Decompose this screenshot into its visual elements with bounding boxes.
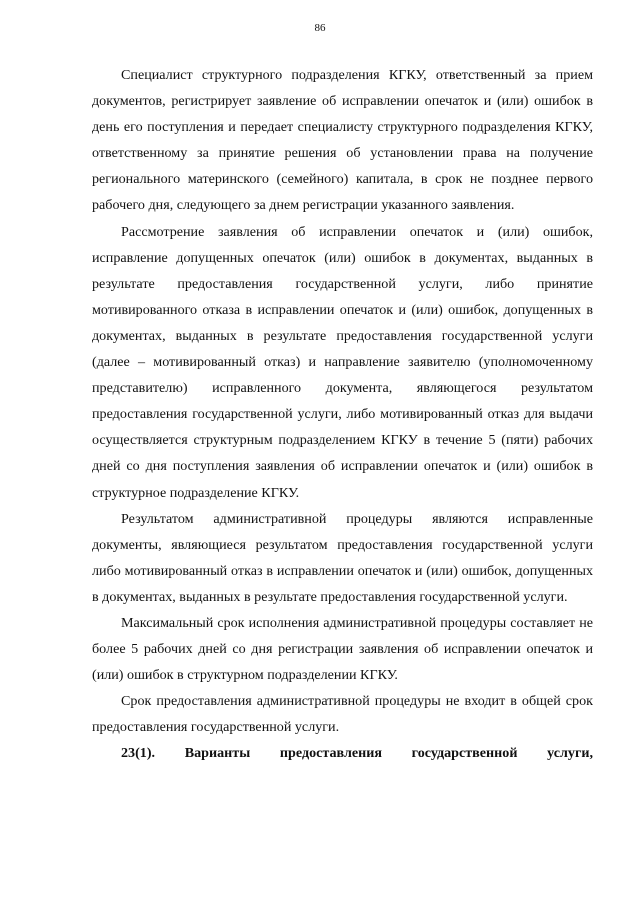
section-heading-word: услуги, bbox=[547, 745, 593, 762]
document-body bbox=[92, 62, 593, 767]
paragraph-term-note: Срок предоставления административной процедуры не входит в общей срок предоставления государственной услуги. bbox=[92, 693, 593, 736]
paragraph-max-term: Максимальный срок исполнения административной процедуры составляет не более 5 рабочих дней со дня регистрации заявления об исправлении опечаток и (или) ошибок в структурном подразделении КГКУ. bbox=[92, 614, 593, 684]
section-heading-word: государственной bbox=[411, 745, 518, 762]
section-number: 23(1). bbox=[121, 745, 156, 762]
section-heading-word: предоставления bbox=[279, 745, 382, 762]
page-number: 86 bbox=[314, 22, 326, 34]
paragraph-review: Рассмотрение заявления об исправлении опечаток и (или) ошибок, исправление допущенных опечаток (или) ошибок в документах, выданных в результате предоставления государственной услуги, либо принятие мотивированного отказа в исправлении опечаток и (или) ошибок, допущенных в документах, выданных в результате предоставления государственной услуги (далее – мотивированный отказ) и направление заявителю (уполномоченному представителю) исправленного документа, являющегося результатом предоставления государственной услуги, либо мотивированный отказ для выдачи осуществляется структурным подразделением КГКУ в течение 5 (пяти) рабочих дней со дня поступления заявления об исправлении опечаток и (или) ошибок в структурное подразделение КГКУ. bbox=[92, 223, 593, 501]
section-heading bbox=[121, 740, 593, 766]
paragraph-result: Результатом административной процедуры являются исправленные документы, являющиеся результатом предоставления государственной услуги либо мотивированный отказ в исправлении опечаток и (или) ошибок, допущенных в документах, выданных в результате предоставления государственной услуги. bbox=[92, 510, 593, 605]
paragraph-registration: Специалист структурного подразделения КГКУ, ответственный за прием документов, регистрирует заявление об исправлении опечаток и (или) ошибок в день его поступления и передает специалисту структурного подразделения КГКУ, ответственному за принятие решения об установлении права на получение регионального материнского (семейного) капитала, в срок не позднее первого рабочего дня, следующего за днем регистрации указанного заявления. bbox=[92, 67, 593, 214]
section-heading-word: Варианты bbox=[184, 745, 251, 762]
